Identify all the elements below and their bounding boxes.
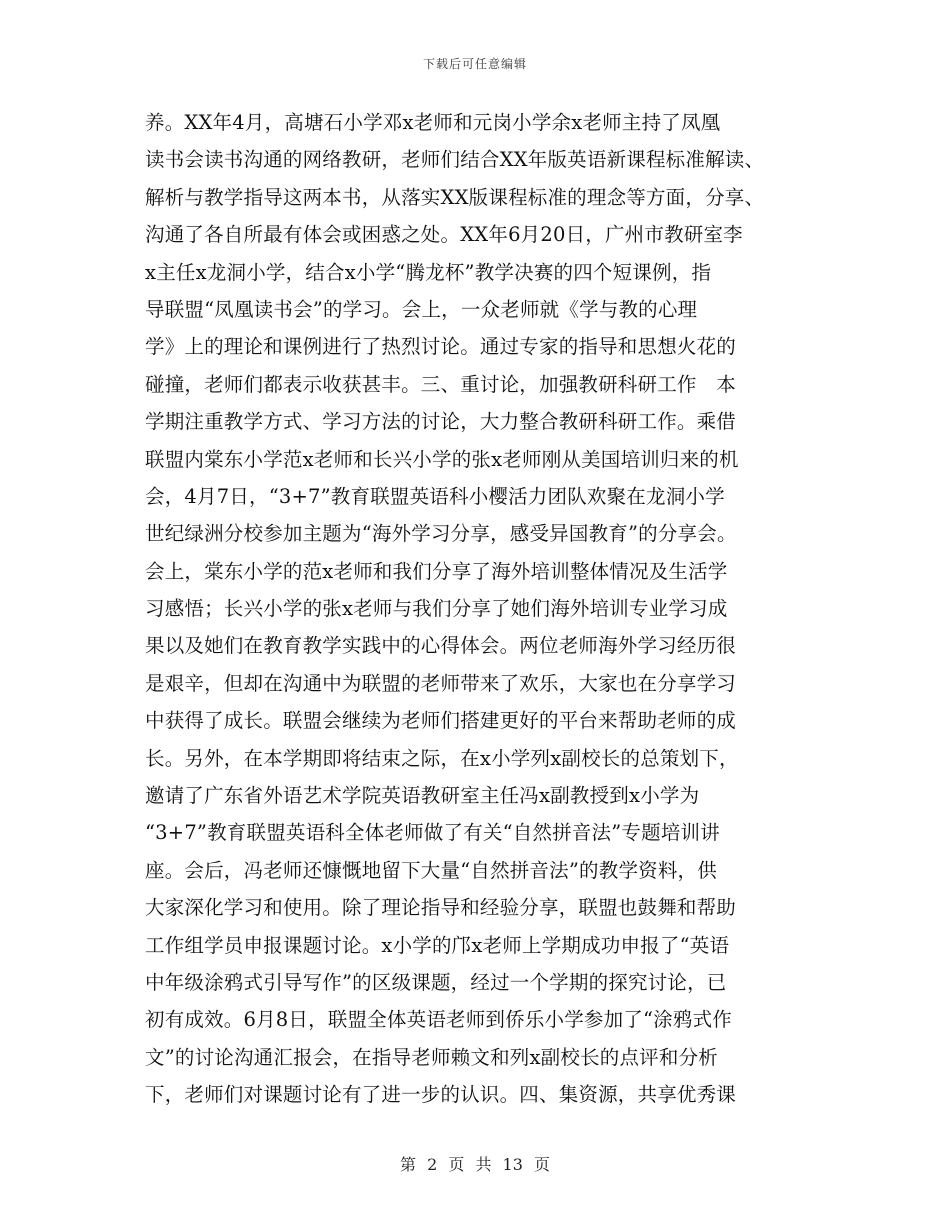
text-line: x主任x龙洞小学，结合x小学“腾龙杯”教学决赛的四个短课例，指 <box>145 260 712 284</box>
text-line: 初有成效。6月8日，联盟全体英语老师到侨乐小学参加了“涂鸦式作 <box>145 1008 732 1032</box>
page-number: 第 2 页 共 13 页 <box>400 1155 550 1174</box>
text-line: 解析与教学指导这两本书，从落实XX版课程标准的理念等方面，分享、 <box>145 185 765 209</box>
text-line: 中年级涂鸦式引导写作”的区级课题，经过一个学期的探究讨论，已 <box>145 970 727 994</box>
text-line: 习感悟；长兴小学的张x老师与我们分享了她们海外培训专业学习成 <box>145 597 728 621</box>
text-line: 学期注重教学方式、学习方法的讨论，大力整合教研科研工作。乘借 <box>145 410 737 434</box>
text-line: 学》上的理论和课例进行了热烈讨论。通过专家的指导和思想火花的 <box>145 335 737 359</box>
text-line: 中获得了成长。联盟会继续为老师们搭建更好的平台来帮助老师的成 <box>145 709 737 733</box>
text-line: “3+7”教育联盟英语科全体老师做了有关“自然拼音法”专题培训讲 <box>145 821 720 845</box>
text-line: 读书会读书沟通的网络教研，老师们结合XX年版英语新课程标准解读、 <box>145 148 765 172</box>
text-line: 大家深化学习和使用。除了理论指导和经验分享，联盟也鼓舞和帮助 <box>145 896 737 920</box>
text-line: 联盟内棠东小学范x老师和长兴小学的张x老师刚从美国培训归来的机 <box>145 447 739 471</box>
text-line: 沟通了各自所最有体会或困惑之处。XX年6月20日，广州市教研室李 <box>145 223 743 247</box>
text-line: 下，老师们对课题讨论有了进一步的认识。四、集资源，共享优秀课 <box>145 1083 737 1107</box>
text-line: 碰撞，老师们都表示收获甚丰。三、重讨论，加强教研科研工作 本 <box>145 372 737 396</box>
body-text <box>145 104 815 1114</box>
text-line: 养。XX年4月，高塘石小学邓x老师和元岗小学余x老师主持了凤凰 <box>145 111 721 134</box>
text-line: 座。会后，冯老师还慷慨地留下大量“自然拼音法”的教学资料，供 <box>145 858 717 882</box>
text-line: 是艰辛，但却在沟通中为联盟的老师带来了欢乐，大家也在分享学习 <box>145 671 737 695</box>
text-line: 会，4月7日，“3+7”教育联盟英语科小樱活力团队欢聚在龙洞小学 <box>145 484 725 508</box>
text-line: 工作组学员申报课题讨论。x小学的邝x老师上学期成功申报了“英语 <box>145 933 730 957</box>
page-header: 下载后可任意编辑 <box>422 57 527 71</box>
text-line: 文”的讨论沟通汇报会，在指导老师赖文和列x副校长的点评和分析 <box>145 1045 718 1069</box>
text-line: 导联盟“凤凰读书会”的学习。会上，一众老师就《学与教的心理 <box>145 297 698 321</box>
text-line: 果以及她们在教育教学实践中的心得体会。两位老师海外学习经历很 <box>145 634 737 658</box>
text-line: 长。另外，在本学期即将结束之际，在x小学列x副校长的总策划下， <box>145 746 739 770</box>
text-line: 会上，棠东小学的范x老师和我们分享了海外培训整体情况及生活学 <box>145 559 728 583</box>
text-line: 世纪绿洲分校参加主题为“海外学习分享，感受异国教育”的分享会。 <box>145 522 737 546</box>
text-line: 邀请了广东省外语艺术学院英语教研室主任冯x副教授到x小学为 <box>145 784 700 808</box>
